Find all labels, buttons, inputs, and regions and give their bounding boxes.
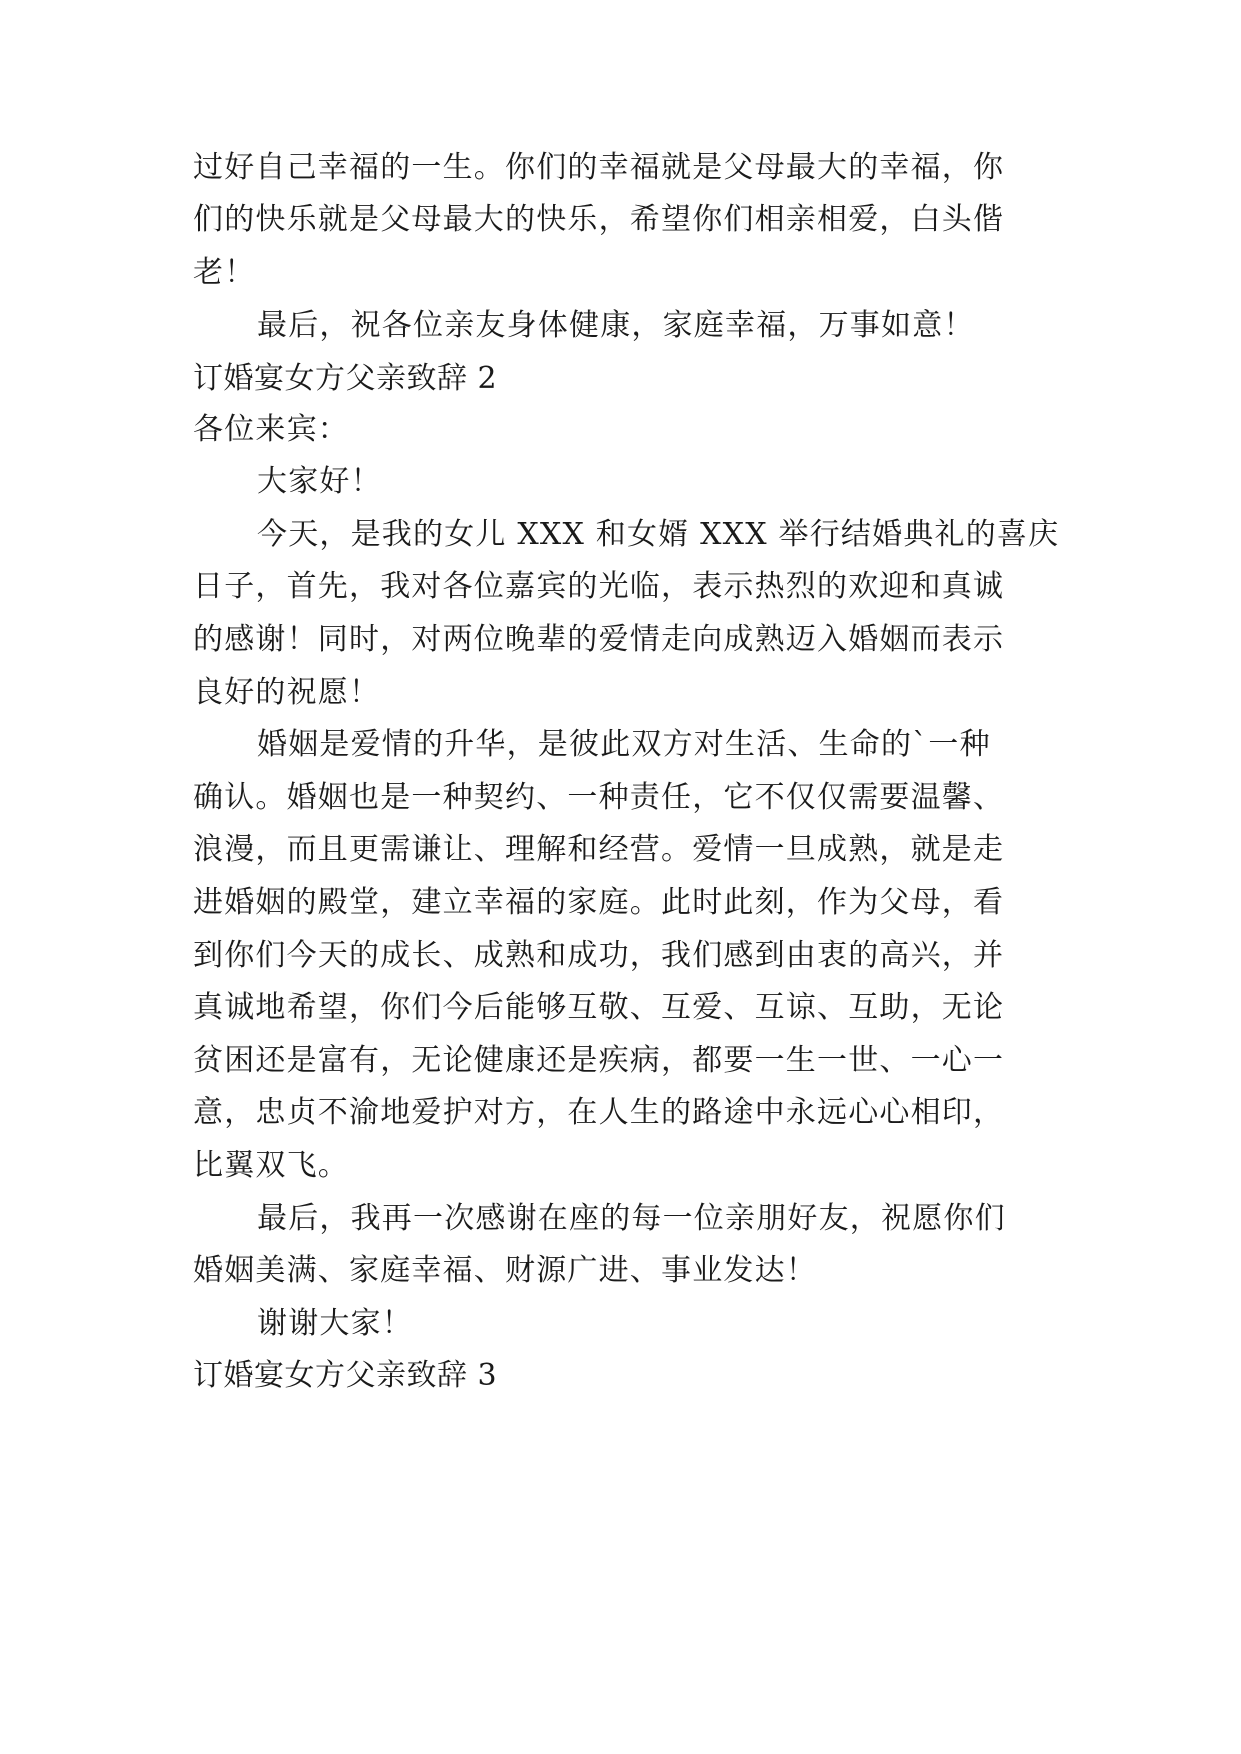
section-heading: 订婚宴女方父亲致辞 3 bbox=[193, 1358, 498, 1393]
text-line: 老！ bbox=[193, 255, 256, 290]
section-heading: 订婚宴女方父亲致辞 2 bbox=[193, 361, 498, 396]
text-line: 最后，我再一次感谢在座的每一位亲朋好友，祝愿你们 bbox=[257, 1201, 1006, 1236]
text-line: 到你们今天的成长、成熟和成功，我们感到由衷的高兴，并 bbox=[193, 938, 1005, 973]
text-line: 贫困还是富有，无论健康还是疾病，都要一生一世、一心一 bbox=[193, 1043, 1005, 1078]
text-line: 的感谢！同时，对两位晚辈的爱情走向成熟迈入婚姻而表示 bbox=[193, 622, 1005, 657]
closing: 谢谢大家！ bbox=[257, 1306, 413, 1341]
text-line: 最后，祝各位亲友身体健康，家庭幸福，万事如意！ bbox=[257, 308, 975, 343]
salutation: 各位来宾： bbox=[193, 412, 349, 447]
text-line: 们的快乐就是父母最大的快乐，希望你们相亲相爱，白头偕 bbox=[193, 202, 1005, 237]
text-line: 婚姻是爱情的升华，是彼此双方对生活、生命的`一种 bbox=[257, 727, 991, 762]
text-line: 过好自己幸福的一生。你们的幸福就是父母最大的幸福，你 bbox=[193, 150, 1005, 185]
text-line: 婚姻美满、家庭幸福、财源广进、事业发达！ bbox=[193, 1253, 817, 1288]
text-line: 意，忠贞不渝地爱护对方，在人生的路途中永远心心相印， bbox=[193, 1095, 1005, 1130]
text-line: 良好的祝愿！ bbox=[193, 675, 381, 710]
greeting: 大家好！ bbox=[257, 464, 382, 499]
text-line: 确认。婚姻也是一种契约、一种责任，它不仅仅需要温馨、 bbox=[193, 780, 1005, 815]
text-line: 浪漫，而且更需谦让、理解和经营。爱情一旦成熟，就是走 bbox=[193, 832, 1005, 867]
text-line: 进婚姻的殿堂，建立幸福的家庭。此时此刻，作为父母，看 bbox=[193, 885, 1005, 920]
text-line: 今天，是我的女儿 XXX 和女婿 XXX 举行结婚典礼的喜庆 bbox=[257, 517, 1060, 552]
text-line: 真诚地希望，你们今后能够互敬、互爱、互谅、互助，无论 bbox=[193, 990, 1005, 1025]
text-line: 日子，首先，我对各位嘉宾的光临，表示热烈的欢迎和真诚 bbox=[193, 569, 1005, 604]
text-line: 比翼双飞。 bbox=[193, 1148, 349, 1183]
